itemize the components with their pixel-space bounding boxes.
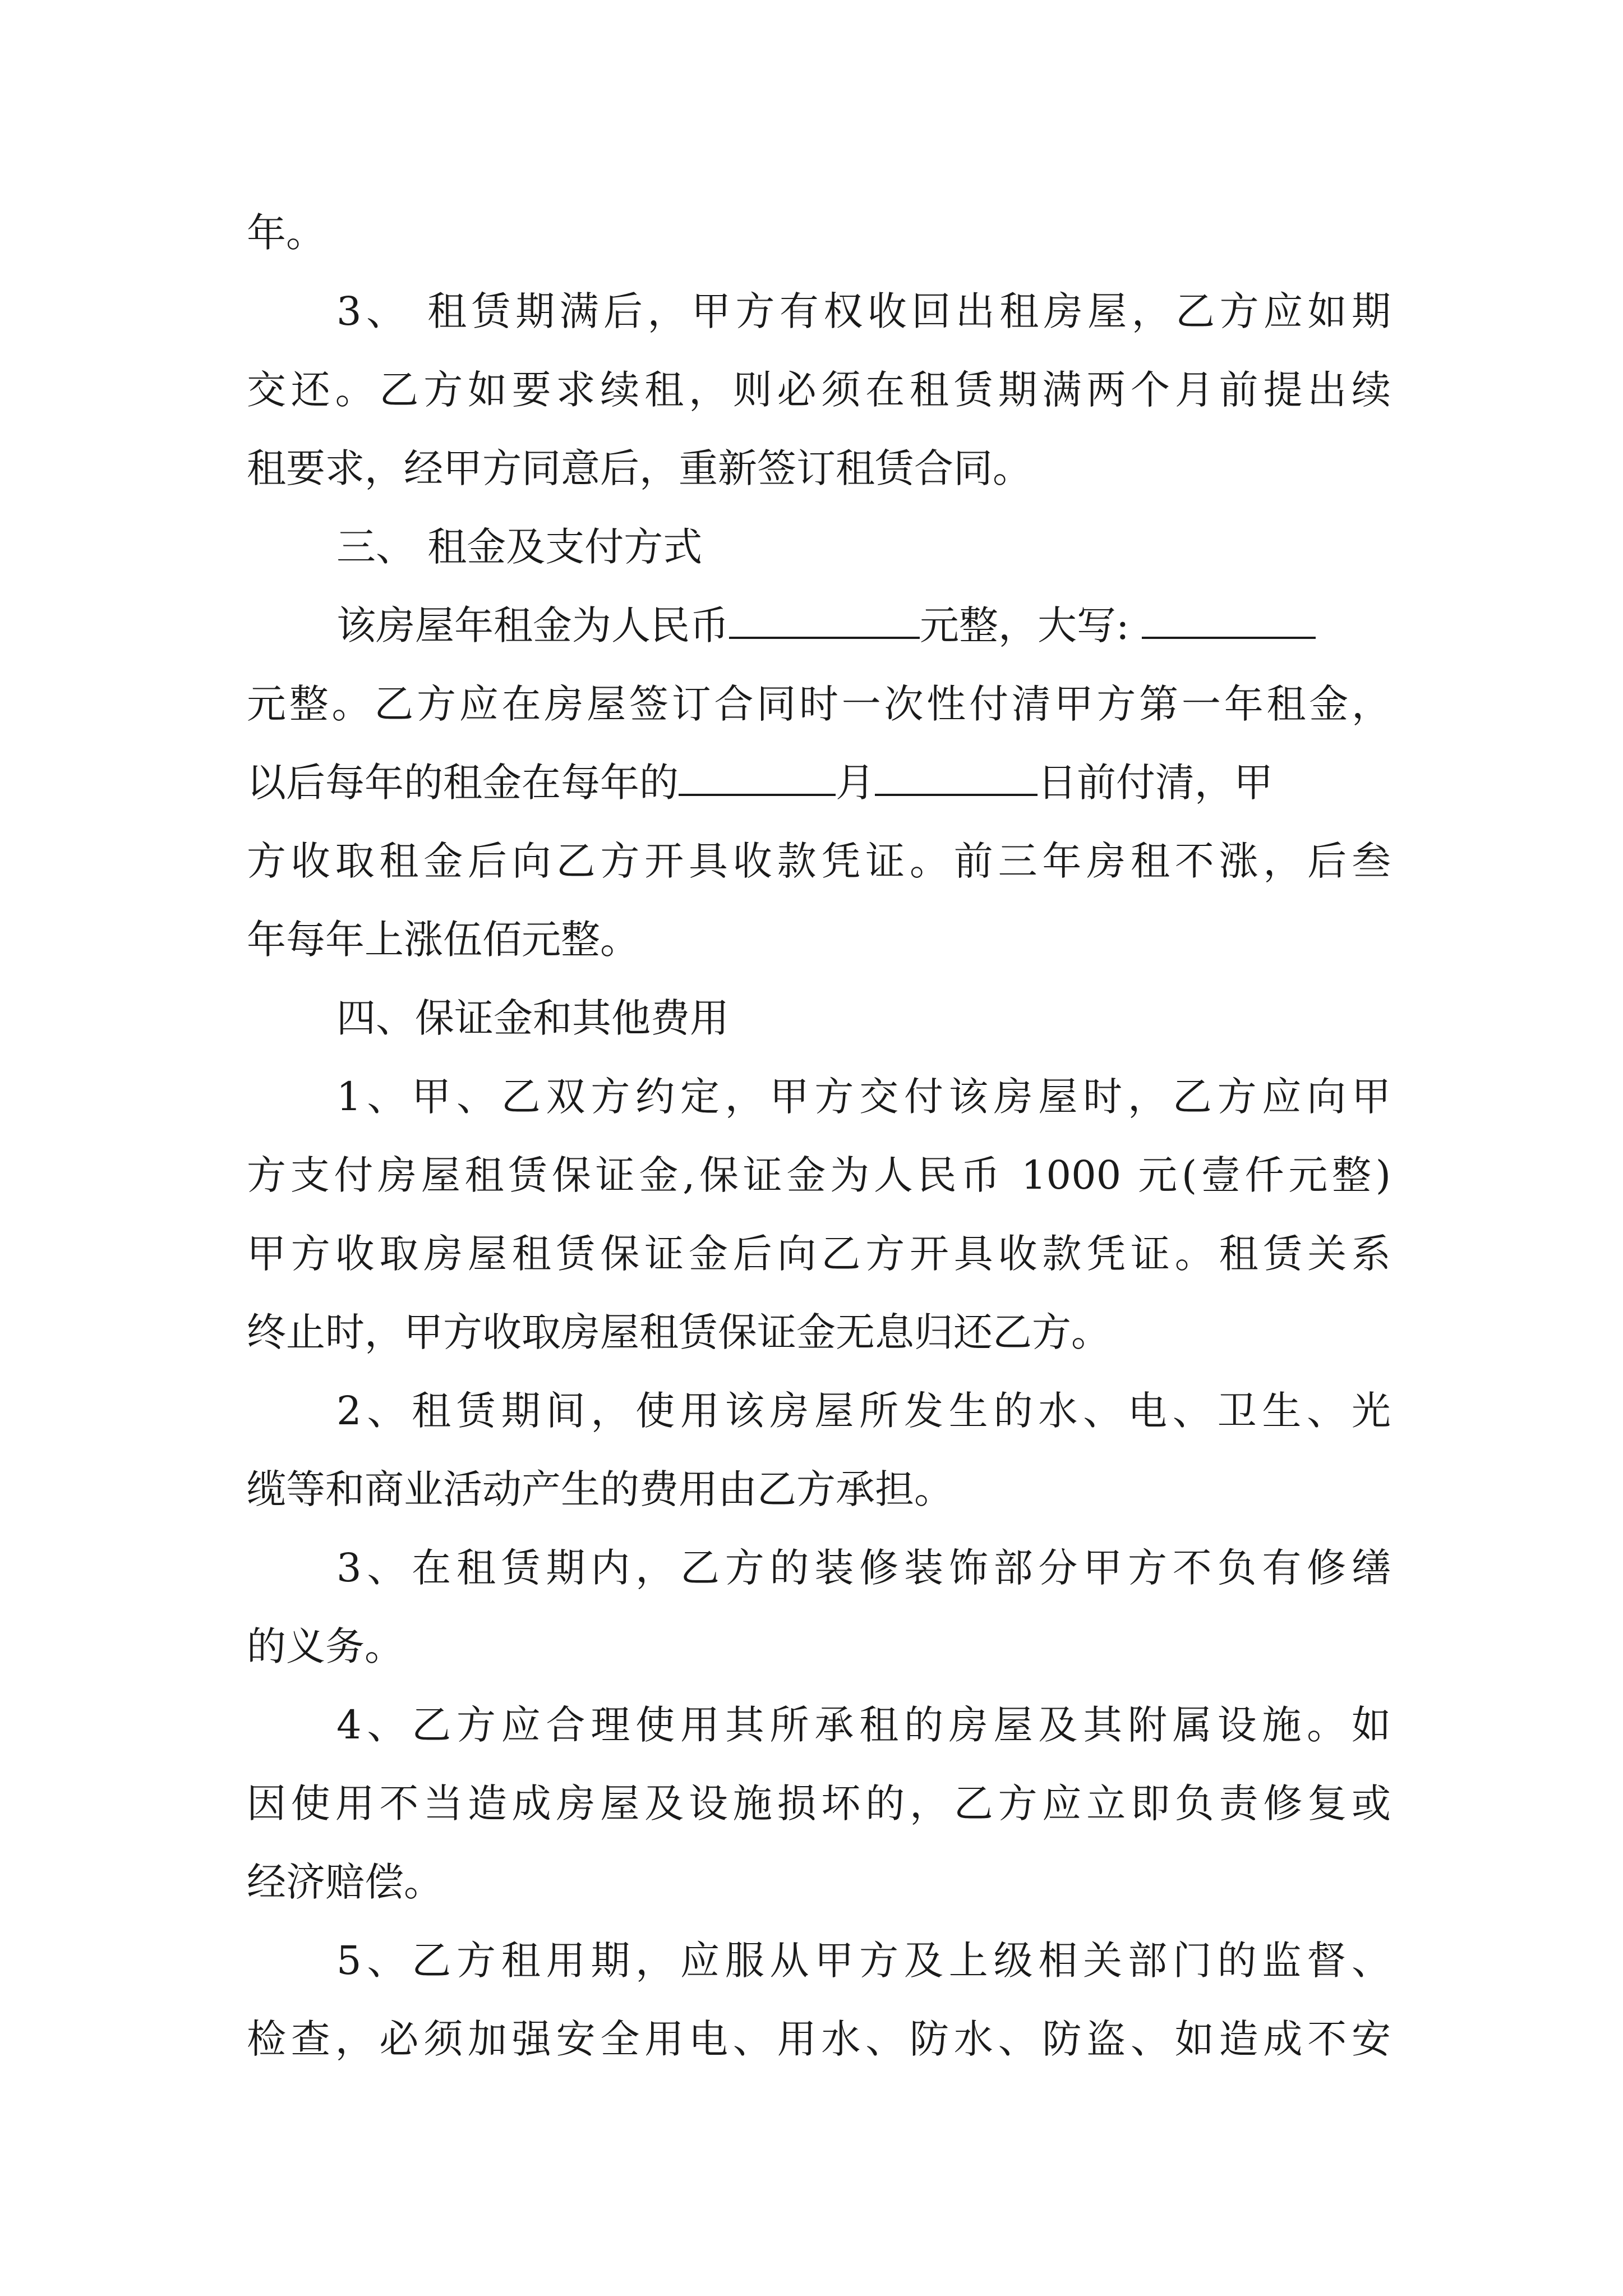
text-line-21: 经济赔偿。 — [247, 1859, 443, 1905]
payment-date-label: 以后每年的租金在每年的 — [247, 760, 679, 806]
text-line-23: 检查，必须加强安全用电、用水、防水、防盗、如造成不安 — [247, 2016, 1391, 2062]
text-line-12: 方支付房屋租赁保证金,保证金为人民币 1000 元(壹仟元整) — [247, 1152, 1391, 1198]
text-line-14: 终止时，甲方收取房屋租赁保证金无息归还乙方。 — [247, 1309, 1110, 1355]
text-line-2: 3、 租赁期满后，甲方有权收回出租房屋，乙方应如期 — [336, 288, 1391, 334]
payment-month-label: 月 — [836, 760, 875, 806]
rent-capital-blank — [1142, 602, 1316, 639]
text-line-3: 交还。乙方如要求续租，则必须在租赁期满两个月前提出续 — [247, 367, 1391, 413]
text-line-18: 的义务。 — [247, 1623, 404, 1669]
text-line-6: 元整。乙方应在房屋签订合同时一次性付清甲方第一年租金， — [247, 681, 1391, 727]
payment-day-label: 日前付清，甲 — [1038, 760, 1273, 806]
text-line-19: 4、乙方应合理使用其所承租的房屋及其附属设施。如 — [336, 1702, 1391, 1748]
text-line-15: 2、租赁期间，使用该房屋所发生的水、电、卫生、光 — [336, 1388, 1391, 1434]
text-line-22: 5、乙方租用期，应服从甲方及上级相关部门的监督、 — [336, 1938, 1391, 1984]
text-line-13: 甲方收取房屋租赁保证金后向乙方开具收款凭证。租赁关系 — [247, 1231, 1391, 1277]
text-line-4: 租要求，经甲方同意后，重新签订租赁合同。 — [247, 445, 1032, 491]
payment-month-blank — [679, 759, 836, 796]
payment-day-blank — [875, 759, 1038, 796]
section-heading-rent: 三、 租金及支付方式 — [336, 524, 703, 570]
text-line-20: 因使用不当造成房屋及设施损坏的，乙方应立即负责修复或 — [247, 1780, 1391, 1826]
rent-capital-label: 元整，大写: — [920, 602, 1129, 648]
text-line-9: 年每年上涨伍佰元整。 — [247, 917, 639, 963]
rent-amount-blank — [729, 602, 920, 639]
text-line-1: 年。 — [247, 210, 325, 256]
text-line-11: 1、甲、乙双方约定，甲方交付该房屋时，乙方应向甲 — [336, 1074, 1391, 1120]
section-heading-deposit: 四、保证金和其他费用 — [336, 995, 729, 1041]
rent-amount-line — [336, 592, 1391, 659]
text-line-16: 缆等和商业活动产生的费用由乙方承担。 — [247, 1466, 953, 1512]
rent-label: 该房屋年租金为人民币 — [336, 602, 729, 648]
text-line-8: 方收取租金后向乙方开具收款凭证。前三年房租不涨，后叁 — [247, 838, 1391, 884]
text-line-17: 3、在租赁期内，乙方的装修装饰部分甲方不负有修缮 — [336, 1545, 1391, 1591]
payment-date-line — [247, 749, 1391, 816]
